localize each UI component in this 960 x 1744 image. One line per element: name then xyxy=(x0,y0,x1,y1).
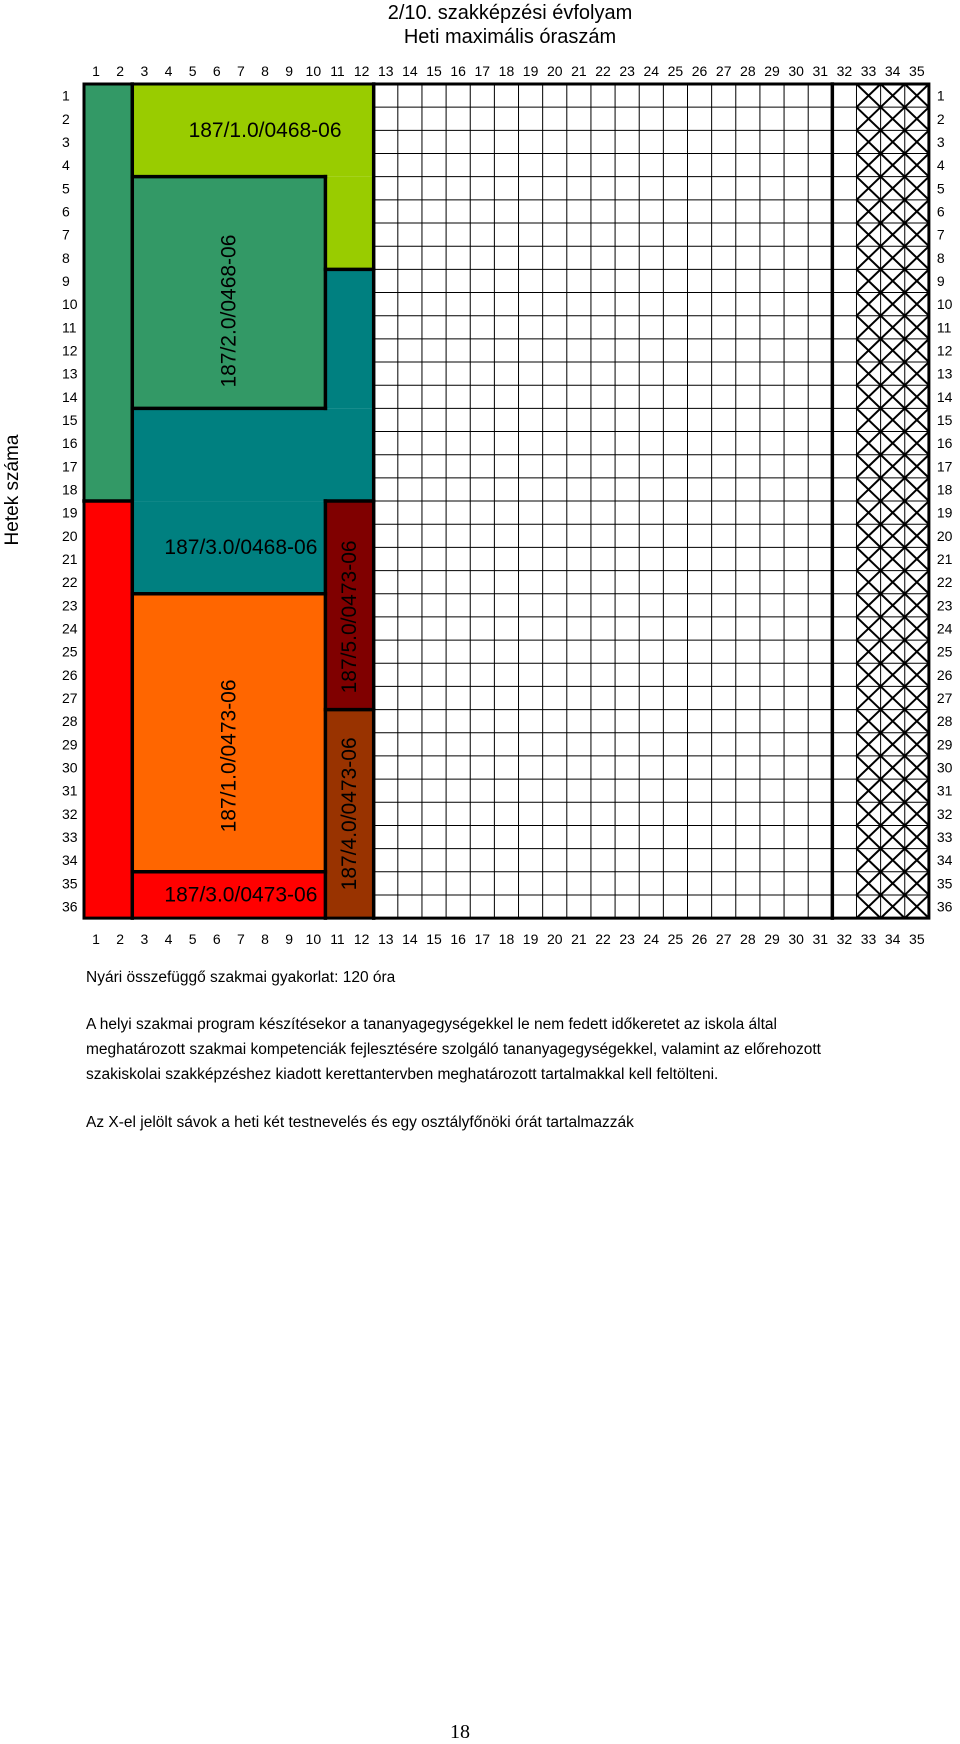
axis-tick-label: 28 xyxy=(740,931,756,947)
axis-tick-label: 5 xyxy=(936,180,945,197)
axis-tick-label: 9 xyxy=(62,272,70,289)
axis-tick-label: 24 xyxy=(643,931,660,947)
axis-tick-label: 3 xyxy=(62,133,70,150)
axis-tick-label: 24 xyxy=(62,620,78,637)
axis-tick-label: 29 xyxy=(764,931,780,947)
axis-tick-label: 20 xyxy=(546,931,563,947)
axis-tick-label: 25 xyxy=(62,643,78,660)
axis-tick-label: 18 xyxy=(936,481,953,498)
axis-tick-label: 33 xyxy=(860,63,877,79)
module-region xyxy=(325,177,373,270)
axis-tick-label: 26 xyxy=(691,931,708,947)
axis-tick-label: 14 xyxy=(402,63,418,79)
axis-tick-label: 20 xyxy=(936,527,953,544)
axis-tick-label: 27 xyxy=(715,63,732,79)
axis-tick-label: 30 xyxy=(62,759,78,776)
axis-tick-label: 11 xyxy=(936,319,952,336)
axis-tick-label: 29 xyxy=(936,736,953,753)
axis-tick-label: 15 xyxy=(62,411,78,428)
axis-tick-label: 29 xyxy=(764,63,780,79)
axis-tick-label: 21 xyxy=(571,931,587,947)
page-title: 2/10. szakképzési évfolyam xyxy=(387,2,633,24)
module-label: 187/3.0/0468-06 xyxy=(164,535,318,559)
axis-tick-label: 16 xyxy=(450,931,466,947)
axis-tick-label: 5 xyxy=(188,931,197,947)
axis-tick-label: 4 xyxy=(62,157,70,174)
axis-tick-label: 17 xyxy=(936,458,953,475)
module-region xyxy=(325,269,373,408)
axis-tick-label: 21 xyxy=(936,550,953,567)
axis-tick-label: 15 xyxy=(426,931,442,947)
axis-tick-label: 6 xyxy=(212,931,221,947)
axis-tick-label: 7 xyxy=(936,226,945,243)
axis-tick-label: 5 xyxy=(62,180,70,197)
note-line-1: A helyi szakmai program készítésekor a tananyagegységekkel le nem fedett időkeretet az iskola által xyxy=(86,1016,777,1033)
axis-tick-label: 25 xyxy=(667,931,684,947)
axis-tick-label: 35 xyxy=(909,63,925,79)
axis-tick-label: 16 xyxy=(62,435,78,452)
axis-tick-label: 16 xyxy=(450,63,466,79)
axis-tick-label: 31 xyxy=(62,782,78,799)
module-region xyxy=(84,501,132,918)
module-region xyxy=(132,408,373,501)
axis-tick-label: 31 xyxy=(812,931,829,947)
axis-tick-label: 34 xyxy=(62,852,78,869)
axis-tick-label: 34 xyxy=(884,63,901,79)
page-number: 18 xyxy=(450,1721,470,1743)
axis-tick-label: 34 xyxy=(884,931,901,947)
axis-tick-label: 17 xyxy=(62,458,78,475)
axis-tick-label: 6 xyxy=(62,203,70,220)
axis-tick-label: 11 xyxy=(62,319,77,336)
axis-tick-label: 12 xyxy=(62,342,78,359)
axis-tick-label: 6 xyxy=(936,203,945,220)
axis-tick-label: 31 xyxy=(936,782,953,799)
axis-tick-label: 33 xyxy=(62,829,78,846)
axis-tick-label: 1 xyxy=(92,63,100,79)
axis-tick-label: 2 xyxy=(116,63,125,79)
module-label: 187/1.0/0473-06 xyxy=(217,679,241,833)
note-line-3: szakiskolai szakképzéshez kiadott kerettantervben meghatározott tartalmakkal kell feltölteni. xyxy=(86,1066,719,1083)
axis-tick-label: 17 xyxy=(474,931,491,947)
axis-tick-label: 12 xyxy=(353,931,370,947)
axis-tick-label: 13 xyxy=(377,931,394,947)
axis-tick-label: 28 xyxy=(62,713,78,730)
axis-tick-label: 21 xyxy=(62,550,78,567)
axis-tick-label: 35 xyxy=(909,931,925,947)
axis-tick-label: 19 xyxy=(62,504,78,521)
axis-tick-label: 6 xyxy=(212,63,221,79)
y-axis-title: Hetek száma xyxy=(2,434,23,546)
axis-tick-label: 14 xyxy=(402,931,418,947)
axis-tick-label: 35 xyxy=(936,875,953,892)
axis-tick-label: 31 xyxy=(812,63,829,79)
axis-tick-label: 13 xyxy=(62,365,78,382)
axis-tick-label: 17 xyxy=(474,63,491,79)
axis-tick-label: 10 xyxy=(305,63,322,79)
axis-tick-label: 21 xyxy=(571,63,587,79)
page-subtitle: Heti maximális óraszám xyxy=(403,26,617,48)
axis-tick-label: 26 xyxy=(691,63,708,79)
axis-tick-label: 9 xyxy=(285,931,294,947)
axis-tick-label: 20 xyxy=(546,63,563,79)
axis-tick-label: 15 xyxy=(426,63,442,79)
axis-tick-label: 27 xyxy=(62,690,78,707)
axis-tick-label: 19 xyxy=(522,63,539,79)
axis-tick-label: 35 xyxy=(62,875,78,892)
axis-tick-label: 20 xyxy=(62,527,78,544)
axis-tick-label: 22 xyxy=(595,931,611,947)
axis-tick-label: 26 xyxy=(62,666,78,683)
axis-tick-label: 27 xyxy=(936,690,953,707)
axis-tick-label: 22 xyxy=(936,574,953,591)
axis-tick-label: 28 xyxy=(936,713,953,730)
axis-tick-label: 14 xyxy=(936,388,953,405)
axis-tick-label: 36 xyxy=(62,898,78,915)
axis-tick-label: 16 xyxy=(936,435,953,452)
axis-tick-label: 36 xyxy=(936,898,953,915)
module-label: 187/2.0/0468-06 xyxy=(217,234,241,388)
axis-tick-label: 23 xyxy=(619,931,635,947)
axis-tick-label: 30 xyxy=(936,759,953,776)
axis-tick-label: 1 xyxy=(936,87,945,104)
axis-tick-label: 32 xyxy=(836,63,853,79)
axis-tick-label: 34 xyxy=(936,852,953,869)
axis-tick-label: 13 xyxy=(377,63,394,79)
axis-tick-label: 1 xyxy=(62,87,70,104)
axis-tick-label: 25 xyxy=(667,63,684,79)
axis-tick-label: 19 xyxy=(936,504,953,521)
axis-tick-label: 4 xyxy=(164,931,173,947)
axis-tick-label: 32 xyxy=(936,805,953,822)
axis-tick-label: 29 xyxy=(62,736,78,753)
axis-tick-label: 32 xyxy=(62,805,78,822)
axis-tick-label: 8 xyxy=(261,63,269,79)
axis-tick-label: 10 xyxy=(305,931,322,947)
axis-tick-label: 28 xyxy=(740,63,756,79)
axis-tick-label: 3 xyxy=(140,931,149,947)
axis-tick-label: 23 xyxy=(62,597,78,614)
axis-tick-label: 9 xyxy=(285,63,294,79)
axis-tick-label: 18 xyxy=(62,481,78,498)
note-line-2: meghatározott szakmai kompetenciák fejlesztésére szolgáló tananyagegységekkel, valamint az előrehozott xyxy=(86,1041,821,1058)
axis-tick-label: 2 xyxy=(936,110,945,127)
axis-tick-label: 14 xyxy=(62,388,78,405)
axis-tick-label: 4 xyxy=(936,157,945,174)
axis-tick-label: 18 xyxy=(498,931,515,947)
axis-tick-label: 24 xyxy=(643,63,660,79)
module-label: 187/4.0/0473-06 xyxy=(338,737,362,891)
axis-tick-label: 22 xyxy=(595,63,611,79)
axis-tick-label: 23 xyxy=(936,597,953,614)
axis-tick-label: 23 xyxy=(619,63,635,79)
axis-tick-label: 33 xyxy=(936,829,953,846)
axis-tick-label: 11 xyxy=(330,63,345,79)
axis-tick-label: 24 xyxy=(936,620,953,637)
module-label: 187/3.0/0473-06 xyxy=(164,883,318,907)
axis-tick-label: 26 xyxy=(936,666,953,683)
module-region xyxy=(84,84,132,501)
axis-tick-label: 11 xyxy=(330,931,345,947)
axis-tick-label: 3 xyxy=(936,133,945,150)
module-label: 187/1.0/0468-06 xyxy=(188,118,342,142)
axis-tick-label: 25 xyxy=(936,643,953,660)
axis-tick-label: 12 xyxy=(936,342,953,359)
axis-tick-label: 27 xyxy=(715,931,732,947)
axis-tick-label: 7 xyxy=(62,226,70,243)
axis-tick-label: 10 xyxy=(936,296,953,313)
axis-tick-label: 7 xyxy=(237,63,245,79)
axis-tick-label: 30 xyxy=(788,931,804,947)
axis-tick-label: 1 xyxy=(92,931,100,947)
axis-tick-label: 18 xyxy=(498,63,515,79)
axis-tick-label: 12 xyxy=(353,63,370,79)
axis-tick-label: 3 xyxy=(140,63,149,79)
axis-tick-label: 22 xyxy=(62,574,78,591)
axis-tick-label: 15 xyxy=(936,411,953,428)
summer-practice-note: Nyári összefüggő szakmai gyakorlat: 120 óra xyxy=(86,969,396,986)
axis-tick-label: 5 xyxy=(188,63,197,79)
module-label: 187/5.0/0473-06 xyxy=(338,540,362,694)
axis-tick-label: 8 xyxy=(261,931,269,947)
axis-tick-label: 4 xyxy=(164,63,173,79)
axis-tick-label: 8 xyxy=(936,249,945,266)
axis-tick-label: 7 xyxy=(237,931,245,947)
axis-tick-label: 19 xyxy=(522,931,539,947)
axis-tick-label: 10 xyxy=(62,296,78,313)
axis-tick-label: 9 xyxy=(936,272,945,289)
axis-tick-label: 8 xyxy=(62,249,70,266)
axis-tick-label: 2 xyxy=(62,110,70,127)
axis-tick-label: 2 xyxy=(116,931,125,947)
axis-tick-label: 30 xyxy=(788,63,804,79)
axis-tick-label: 13 xyxy=(936,365,953,382)
x-marked-columns-note: Az X-el jelölt sávok a heti két testnevelés és egy osztályfőnöki órát tartalmazzák xyxy=(86,1114,634,1131)
axis-tick-label: 32 xyxy=(836,931,853,947)
axis-tick-label: 33 xyxy=(860,931,877,947)
